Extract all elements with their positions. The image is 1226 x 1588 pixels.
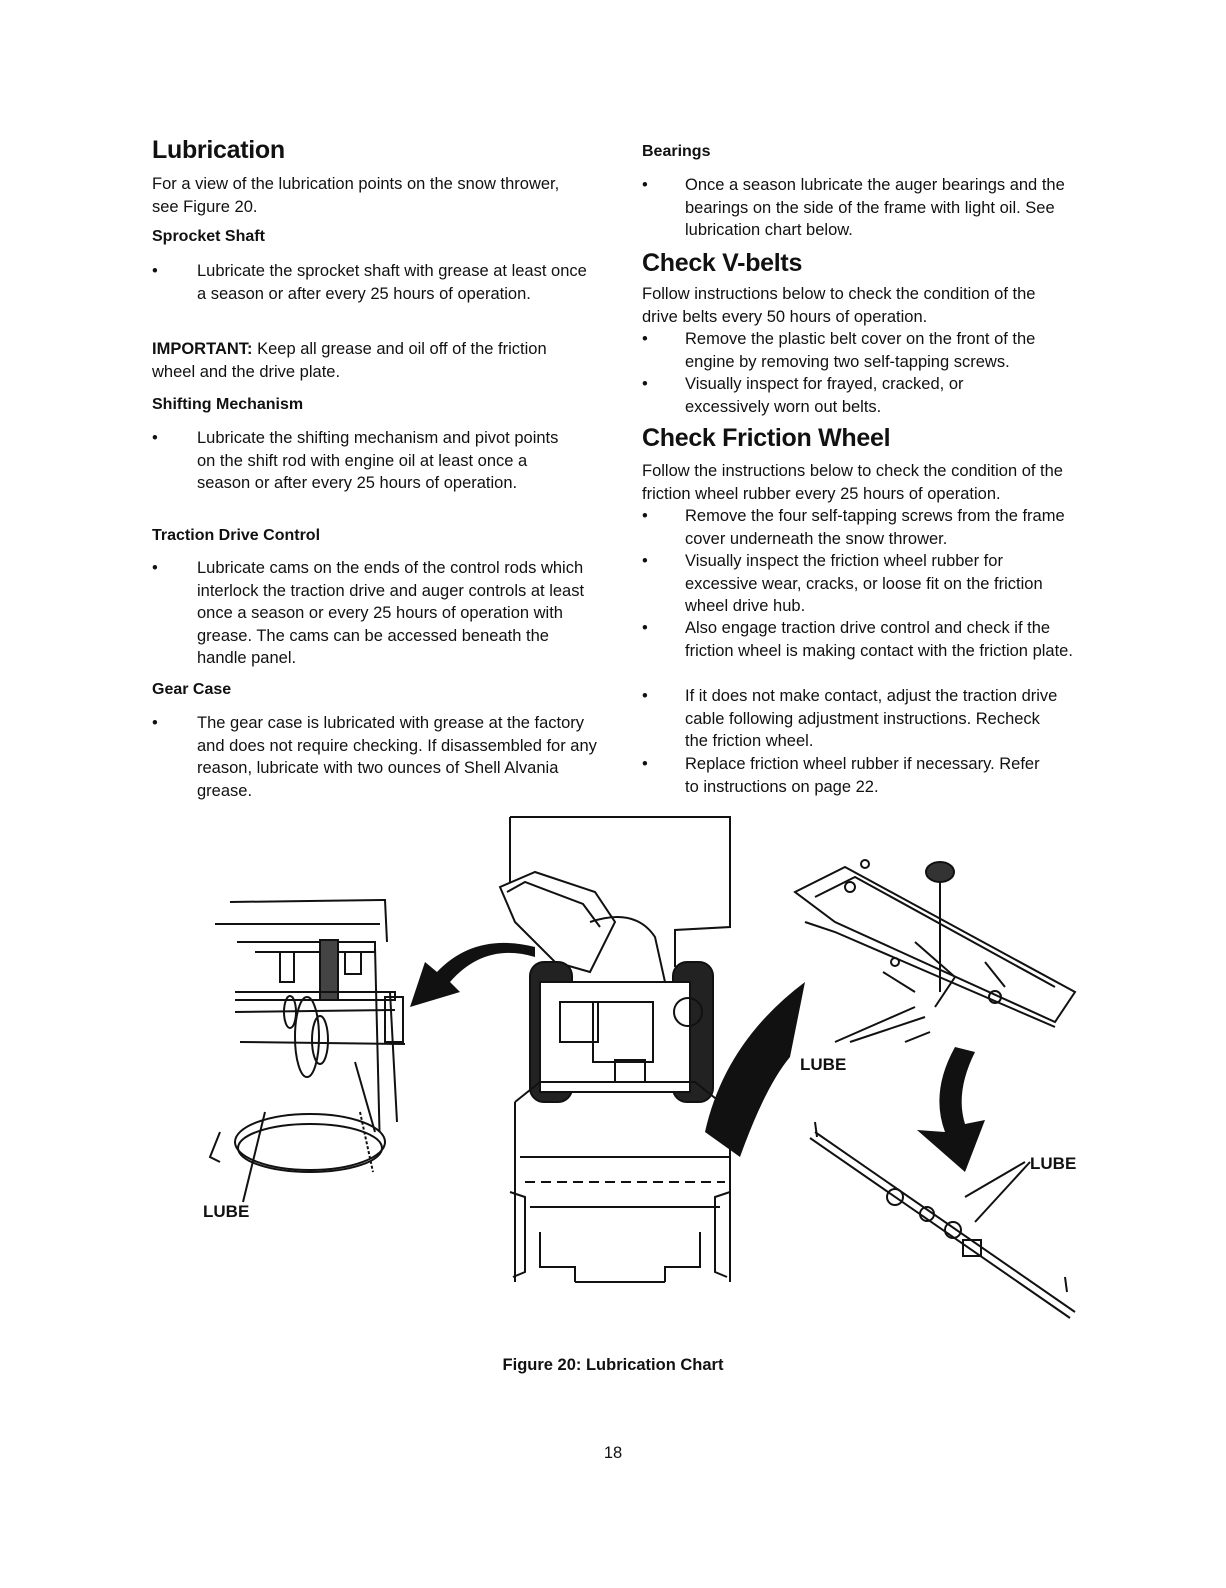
gear-case-item [152,712,597,802]
lubrication-intro: For a view of the lubrication points on the snow thrower, see Figure 20. [152,175,560,216]
traction-drive-item [152,557,592,670]
shifting-mechanism-text: Lubricate the shifting mechanism and pivot points on the shift rod with engine oil at least once a season or after every 25 hours of operation. [197,429,559,492]
bullet: • [642,755,648,773]
bullet: • [642,375,648,393]
page-number: 18 [603,1444,623,1462]
check-friction-wheel-intro: Follow the instructions below to check the condition of the friction wheel rubber every 25 hours of operation. [642,462,1063,503]
important-note [152,338,562,383]
bullet: • [642,687,648,705]
lubrication-title: Lubrication [152,136,285,164]
vbelts-text: Remove the plastic belt cover on the front of the engine by removing two self-tapping screws. [685,330,1036,371]
arrow-down-detail [917,1047,985,1172]
friction-item [642,505,1087,550]
friction-text: Visually inspect the friction wheel rubber for excessive wear, cracks, or loose fit on the friction wheel drive hub. [685,552,1043,615]
important-label: IMPORTANT: [152,340,253,358]
check-friction-wheel-title: Check Friction Wheel [642,424,891,452]
bullet: • [642,507,648,525]
bearings-heading: Bearings [642,143,711,160]
vbelts-item [642,373,1087,418]
right-detail-illustration [795,860,1075,1042]
bullet: • [152,559,158,577]
lubrication-chart-figure [195,812,1095,1332]
check-vbelts-intro: Follow instructions below to check the condition of the drive belts every 50 hours of operation. [642,285,1036,326]
bullet: • [642,552,648,570]
bullet: • [642,176,648,194]
friction-text: Replace friction wheel rubber if necessary. Refer to instructions on page 22. [685,755,1040,796]
friction-item [642,550,1087,618]
sprocket-shaft-heading: Sprocket Shaft [152,228,265,245]
friction-text: If it does not make contact, adjust the traction drive cable following adjustment instructions. Recheck the friction wheel. [685,687,1058,750]
friction-text: Remove the four self-tapping screws from the frame cover underneath the snow thrower. [685,507,1065,548]
figure-label-lube: LUBE [800,1055,847,1074]
snow-thrower-illustration [500,817,730,1282]
bearings-text: Once a season lubricate the auger bearings and the bearings on the side of the frame with light oil. See lubrication chart below. [685,176,1065,239]
traction-drive-text: Lubricate cams on the ends of the control rods which interlock the traction drive and auger controls at least once a season or every 25 hours of operation with grease. The cams can be accessed beneath the handle panel. [197,559,585,667]
shifting-mechanism-heading: Shifting Mechanism [152,396,304,413]
traction-drive-heading: Traction Drive Control [152,527,321,544]
figure-label-lube: LUBE [203,1202,250,1221]
gear-case-heading: Gear Case [152,681,232,698]
gear-case-text: The gear case is lubricated with grease at the factory and does not require checking. If disassembled for any reason, lubricate with two ounces of Shell Alvania grease. [197,714,597,800]
check-vbelts-title: Check V-belts [642,249,803,277]
bullet: • [642,330,648,348]
bullet: • [152,429,158,447]
bearings-item [642,174,1087,242]
figure-label-lube: LUBE [1030,1154,1077,1173]
bullet: • [152,714,158,732]
bullet: • [152,262,158,280]
friction-item [642,753,1087,798]
shifting-mechanism-item [152,427,592,495]
vbelts-text: Visually inspect for frayed, cracked, or excessively worn out belts. [685,375,964,416]
friction-text: Also engage traction drive control and check if the friction wheel is making contact with the friction plate. [685,619,1073,660]
sprocket-shaft-text: Lubricate the sprocket shaft with grease at least once a season or after every 25 hours of operation. [197,262,587,303]
figure-caption: Figure 20: Lubrication Chart [502,1356,724,1374]
vbelts-item [642,328,1087,373]
important-text: Keep all grease and oil off of the friction wheel and the drive plate. [152,340,547,381]
left-detail-illustration [210,900,405,1202]
sprocket-shaft-item [152,260,592,305]
friction-item [642,617,1087,662]
friction-item [642,685,1087,753]
arrow-to-right-detail [705,982,805,1157]
arrow-to-left-detail [410,943,535,1007]
bullet: • [642,619,648,637]
